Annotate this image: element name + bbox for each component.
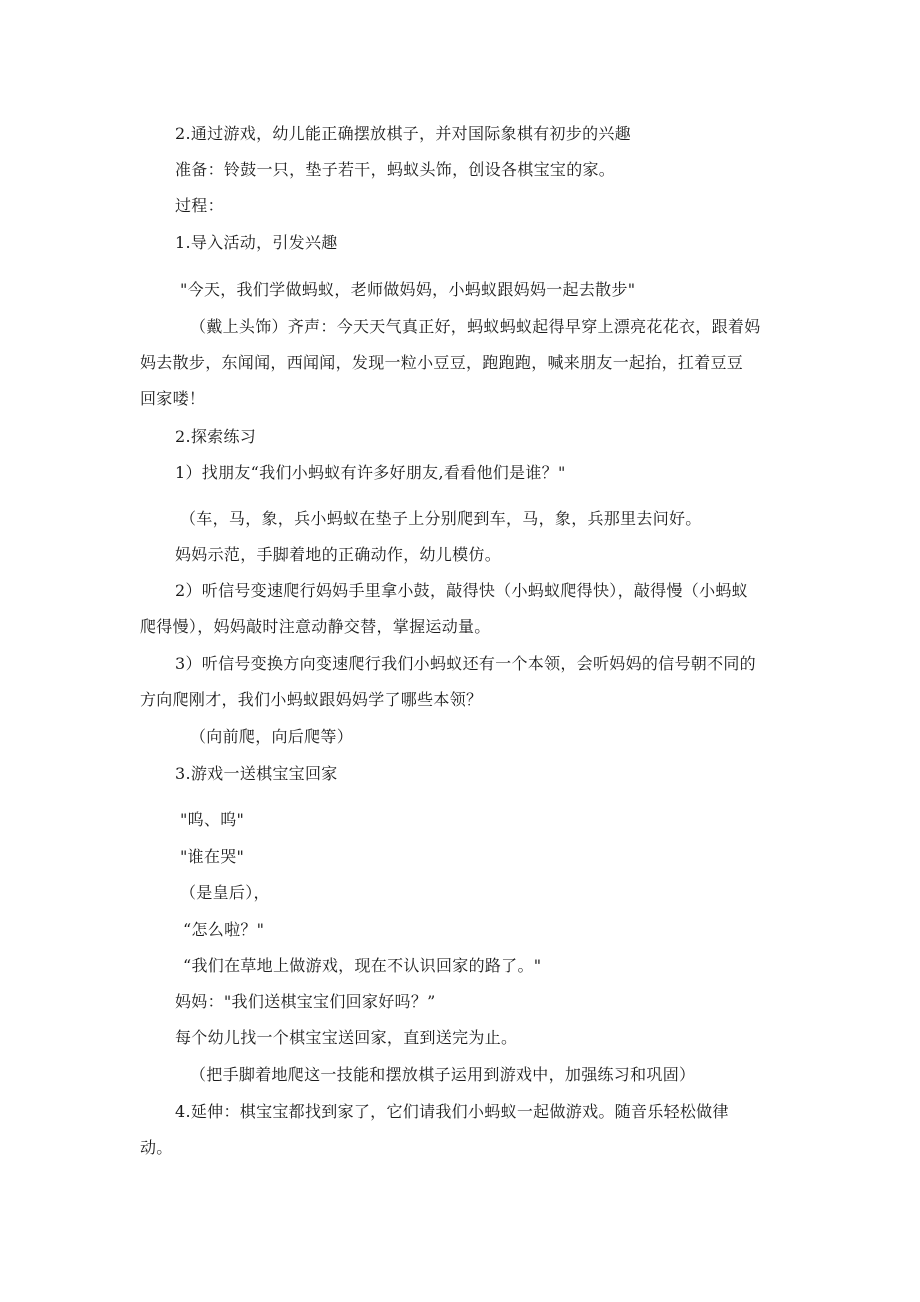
dialogue-line: “怎么啦？"	[183, 920, 265, 939]
section-heading-1: 1.导入活动，引发兴趣	[175, 233, 338, 252]
paragraph-line: 2）听信号变速爬行妈妈手里拿小鼓，敲得快（小蚂蚁爬得快），敲得慢（小蚂蚁	[175, 581, 748, 600]
paragraph-line: 妈妈示范，手脚着地的正确动作，幼儿模仿。	[175, 545, 502, 564]
paragraph-line: 方向爬刚才，我们小蚂蚁跟妈妈学了哪些本领？	[140, 690, 483, 709]
process-heading: 过程：	[175, 196, 224, 215]
paragraph-line: （车，马，象，兵小蚂蚁在垫子上分别爬到车，马，象，兵那里去问好。	[180, 509, 702, 528]
paragraph-line: 动。	[140, 1138, 173, 1157]
paragraph-line: 回家喽！	[140, 389, 206, 408]
paragraph-line: 3）听信号变换方向变速爬行我们小蚂蚁还有一个本领，会听妈妈的信号朝不同的	[175, 654, 756, 673]
dialogue-line: 妈妈："我们送棋宝宝们回家好吗？”	[175, 992, 436, 1011]
dialogue-line: "谁在哭"	[180, 847, 245, 866]
paragraph-line: （戴上头饰）齐声：今天天气真正好，蚂蚁蚂蚁起得早穿上漂亮花花衣，跟着妈	[190, 317, 761, 336]
dialogue-line: “我们在草地上做游戏，现在不认识回家的路了。"	[183, 956, 542, 975]
paragraph-line: 妈去散步，东闻闻，西闻闻，发现一粒小豆豆，跑跑跑，喊来朋友一起抬，扛着豆豆	[140, 353, 744, 372]
dialogue-line: "呜、呜"	[180, 810, 245, 829]
quote-line: "今天，我们学做蚂蚁，老师做妈妈，小蚂蚁跟妈妈一起去散步"	[180, 280, 636, 299]
section-heading-4: 4.延伸：棋宝宝都找到家了，它们请我们小蚂蚁一起做游戏。随音乐轻松做律	[175, 1102, 729, 1121]
paragraph-line: （向前爬，向后爬等）	[190, 727, 354, 746]
paragraph-line: 爬得慢），妈妈敲时注意动静交替，掌握运动量。	[140, 617, 491, 636]
paragraph-line: 1）找朋友“我们小蚂蚁有许多好朋友,看看他们是谁？"	[175, 463, 566, 482]
section-heading-2: 2.探索练习	[175, 427, 257, 446]
section-heading-3: 3.游戏一送棋宝宝回家	[175, 764, 338, 783]
paragraph-line: 每个幼儿找一个棋宝宝送回家，直到送完为止。	[175, 1028, 518, 1047]
preparation-line: 准备：铃鼓一只，垫子若干，蚂蚁头饰，创设各棋宝宝的家。	[175, 160, 616, 179]
goal-line: 2.通过游戏，幼儿能正确摆放棋子，并对国际象棋有初步的兴趣	[175, 124, 631, 143]
dialogue-line: （是皇后），	[180, 883, 270, 902]
paragraph-line: （把手脚着地爬这一技能和摆放棋子运用到游戏中，加强练习和巩固）	[190, 1065, 696, 1084]
